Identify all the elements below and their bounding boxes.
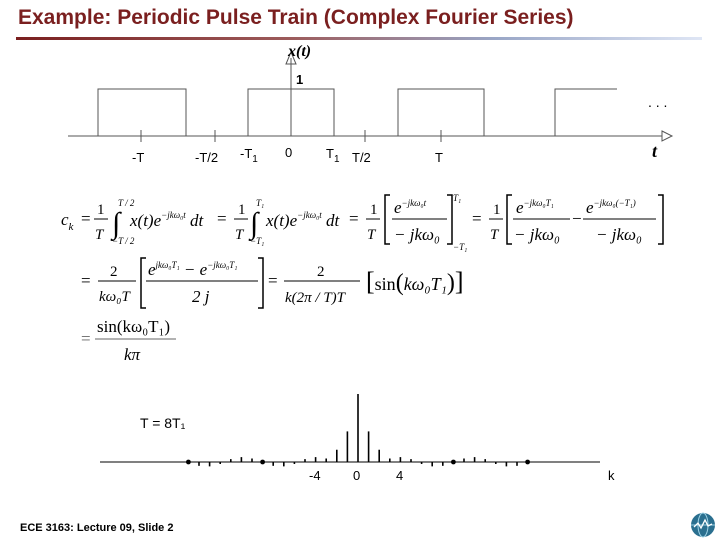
coefficient-symbol: $c_k$ <box>61 210 74 233</box>
pulse-1 <box>98 89 186 136</box>
amplitude-level-label: 1 <box>296 72 304 87</box>
integral-sign: ∫ <box>250 207 259 240</box>
evaluation-lower-limit: −T₁ <box>453 242 468 252</box>
bracket-numerator: $e^{jk\omega_0T_1} - e^{-jk\omega_0T_1}$ <box>148 260 238 279</box>
slide-title: Example: Periodic Pulse Train (Complex Fourier Series) <box>18 6 574 29</box>
equals-sign: = <box>472 209 482 228</box>
fourier-coefficient-derivation <box>0 190 720 370</box>
equals-sign: = <box>349 209 359 228</box>
time-axis-label: t <box>652 141 658 161</box>
tick-label-neg-T-half: -T/2 <box>195 150 219 165</box>
tick-label-T: T <box>435 150 443 165</box>
right-bracket <box>258 258 263 308</box>
zero-coefficient-point <box>525 460 530 465</box>
right-bracket <box>447 195 452 244</box>
zero-coefficient-point <box>451 460 456 465</box>
bracket-numerator: $e^{-jk\omega_0t}$ <box>394 198 427 217</box>
zero-coefficient-point <box>260 460 265 465</box>
slide-footer: ECE 3163: Lecture 09, Slide 2 <box>20 522 174 534</box>
globe-logo-icon <box>690 512 716 538</box>
fraction-numerator: 1 <box>493 202 501 218</box>
fraction-denominator: T <box>95 227 104 243</box>
fraction-numerator: 1 <box>370 202 378 218</box>
integral-lower-limit: −T / 2 <box>112 236 135 246</box>
term-1-numerator: $e^{-jk\omega_0T_1}$ <box>516 198 554 217</box>
amplitude-axis-label: x(t) <box>288 43 312 60</box>
time-axis-arrow <box>662 131 672 141</box>
integral-sign: ∫ <box>112 207 121 240</box>
pulse-4 <box>555 89 617 136</box>
fraction-denominator: kω₀T <box>99 289 130 305</box>
term-1-denominator: − jkω₀ <box>514 225 560 244</box>
stem-tick-label-zero: 0 <box>353 468 361 483</box>
fraction-denominator: T <box>490 227 499 243</box>
coefficient-stems <box>186 394 530 466</box>
fraction-numerator: 1 <box>97 202 105 218</box>
left-bracket <box>507 195 512 244</box>
sinc-numerator: sin(kω₀T₁) <box>97 317 171 336</box>
integrand: $x(t)e^{-jk\omega_0t}$ dt <box>130 210 204 230</box>
line-2-equals: = <box>81 271 91 290</box>
integral-upper-limit: T / 2 <box>118 198 135 208</box>
tick-label-neg-T: -T <box>132 150 145 165</box>
stem-tick-label-4: 4 <box>396 468 404 483</box>
continuation-ellipsis: . . . <box>648 94 668 110</box>
equals-sign: = <box>81 209 91 228</box>
integrand: $x(t)e^{-jk\omega_0t}$ dt <box>266 210 340 230</box>
evaluation-upper-limit: T₁ <box>453 193 462 203</box>
term-2-numerator: $e^{-jk\omega_0(-T_1)}$ <box>586 198 636 217</box>
equation-line-3 <box>81 317 176 364</box>
pulse-3 <box>398 89 484 136</box>
equals-sign: = <box>217 209 227 228</box>
equation-line-1 <box>61 193 663 252</box>
integral-upper-limit: T₁ <box>256 198 265 208</box>
tick-label-T1: $T_1$ <box>326 146 340 165</box>
fraction-numerator: 2 <box>317 264 325 280</box>
term-2-denominator: − jkω₀ <box>596 225 642 244</box>
equation-line-2 <box>81 258 464 308</box>
bracket-denominator: − jkω₀ <box>394 225 440 244</box>
fraction-denominator: T <box>235 227 244 243</box>
fraction-denominator: T <box>367 227 376 243</box>
tick-label-neg-T1: $-T_1$ <box>240 146 258 165</box>
integral-lower-limit: −T₁ <box>250 236 265 246</box>
equals-sign: = <box>268 271 278 290</box>
pulse-train-plot <box>0 40 720 170</box>
zero-coefficient-point <box>186 460 191 465</box>
sine-expression: [sin(kω₀T₁)] <box>366 267 464 296</box>
left-bracket <box>385 195 390 244</box>
fraction-denominator: k(2π / T)T <box>285 290 346 306</box>
fraction-numerator: 2 <box>110 264 118 280</box>
sinc-denominator: kπ <box>124 345 141 364</box>
line-3-equals: = <box>81 329 91 348</box>
stem-tick-label-neg-4: -4 <box>309 468 321 483</box>
stem-plot-label: T = 8T₁ <box>140 415 186 431</box>
fraction-numerator: 1 <box>238 202 246 218</box>
stem-axis-label: k <box>608 468 615 483</box>
minus-sign: − <box>572 209 582 228</box>
tick-label-T-half: T/2 <box>352 150 371 165</box>
bracket-denominator: 2 j <box>192 287 210 306</box>
fourier-coefficient-stem-plot <box>0 380 720 490</box>
tick-label-zero: 0 <box>285 145 293 160</box>
left-bracket <box>141 258 146 308</box>
right-bracket <box>658 195 663 244</box>
